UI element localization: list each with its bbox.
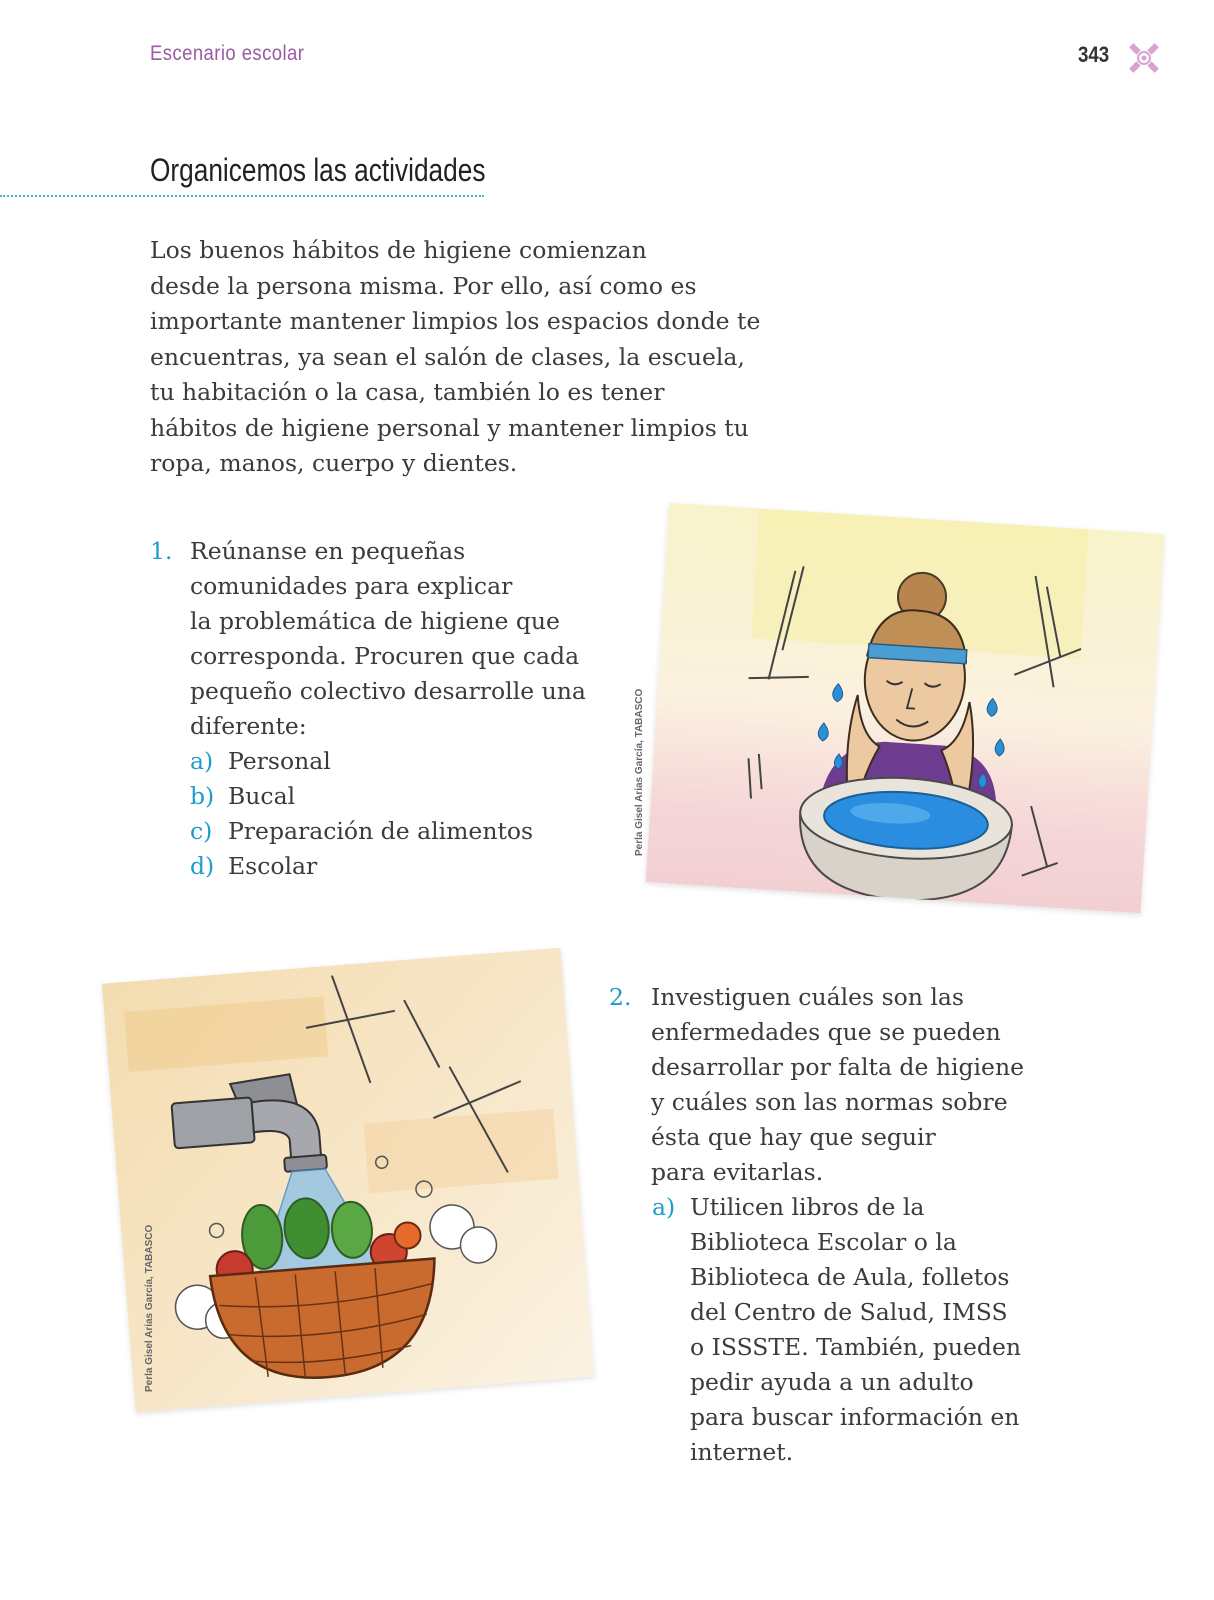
intro-line: hábitos de higiene personal y mantener limpios tu [150, 413, 749, 442]
sub-item-line: internet. [690, 1438, 794, 1466]
intro-line: tu habitación o la casa, también lo es tener [150, 378, 665, 406]
option-item [152, 814, 612, 849]
option-text: Escolar [228, 852, 318, 880]
activity-line: enfermedades que se pueden [651, 1018, 1001, 1046]
sub-item-line: Biblioteca Escolar o la [690, 1228, 957, 1256]
illustration-washing-vegetables [102, 948, 594, 1413]
intro-line: ropa, manos, cuerpo y dientes. [150, 449, 518, 477]
option-text: Preparación de alimentos [228, 817, 534, 845]
page-title: Organicemos las actividades [150, 152, 486, 188]
intro-line: Los buenos hábitos de higiene comienzan [150, 236, 647, 264]
activity-line: Reúnanse en pequeñas [190, 537, 466, 565]
option-item [152, 744, 612, 779]
sub-item-line: del Centro de Salud, IMSS [690, 1298, 1008, 1326]
sub-item-line: Utilicen libros de la [690, 1193, 925, 1221]
intro-line: importante mantener limpios los espacios donde te [150, 307, 761, 335]
option-text: Bucal [228, 782, 296, 810]
face-washing-drawing [646, 503, 1165, 913]
option-letter: b) [190, 782, 215, 810]
page-number: 343 [1078, 42, 1110, 67]
illustration-credit: Perla Gisel Arias García, TABASCO [144, 1224, 155, 1392]
activity-line: Investiguen cuáles son las [651, 983, 964, 1011]
sub-item-line: para buscar información en [690, 1403, 1020, 1431]
textbook-emblem-icon [1124, 38, 1164, 78]
activity-2-number: 2. [609, 983, 632, 1011]
intro-line: desde la persona misma. Por ello, así como es [150, 271, 697, 300]
activity-line: pequeño colectivo desarrolle una [190, 677, 586, 705]
activity-1-text [152, 534, 612, 744]
activity-2 [609, 980, 1035, 1470]
option-letter: c) [190, 817, 213, 845]
option-item [152, 779, 612, 814]
activity-2-sub-item [615, 1190, 1035, 1470]
option-letter: a) [190, 747, 214, 775]
activity-line: diferente: [190, 712, 307, 740]
activity-line: comunidades para explicar [190, 572, 513, 600]
activity-line: y cuáles son las normas sobre [651, 1088, 1008, 1116]
activity-2-text [609, 980, 1035, 1190]
intro-paragraph [150, 233, 790, 482]
option-letter: d) [190, 852, 215, 880]
activity-line: para evitarlas. [651, 1158, 824, 1186]
sub-item-line: pedir ayuda a un adulto [690, 1368, 974, 1396]
option-text: Personal [228, 747, 331, 775]
option-item [152, 849, 612, 884]
intro-line: encuentras, ya sean el salón de clases, la escuela, [150, 342, 745, 371]
sub-item-letter: a) [652, 1193, 676, 1221]
activity-line: desarrollar por falta de higiene [651, 1053, 1025, 1081]
washing-vegetables-drawing [102, 948, 594, 1413]
illustration-credit: Perla Gisel Arias García, TABASCO [634, 688, 645, 856]
sub-item-line: o ISSSTE. También, pueden [690, 1333, 1021, 1361]
activity-1 [152, 534, 612, 884]
activity-line: ésta que hay que seguir [651, 1123, 936, 1151]
sub-item-line: Biblioteca de Aula, folletos [690, 1263, 1010, 1291]
activity-line: corresponda. Procuren que cada [190, 642, 580, 670]
illustration-face-washing [646, 503, 1165, 913]
section-label: Escenario escolar [150, 42, 305, 65]
activity-1-number: 1. [150, 537, 173, 565]
title-divider [0, 195, 484, 197]
activity-line: la problemática de higiene que [190, 607, 560, 635]
